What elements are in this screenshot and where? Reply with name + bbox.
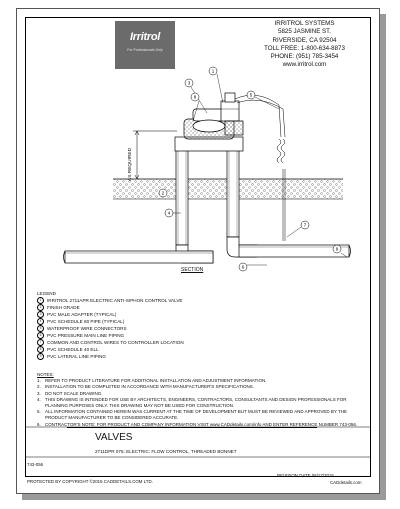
- caddetails-site: CADdetails.com: [330, 480, 362, 485]
- notes-title: NOTES:: [37, 372, 54, 377]
- vertical-dimension: [127, 131, 177, 181]
- callout-1-label: 1: [211, 68, 215, 74]
- note-text: ALL INFORMATION CONTAINED HEREIN WAS CURRENT AT THE TIME OF DEVELOPMENT BUT MUST BE REVIEWED AND APPROVED BY THE PRODUCT MANUFACTURER TO BE CONSIDERED ACCURATE.: [45, 409, 347, 421]
- control-wires: [235, 92, 285, 241]
- legend-item: [37, 332, 184, 339]
- callout-4: [165, 209, 173, 217]
- note-item: [37, 397, 362, 409]
- legend-item: [37, 304, 184, 311]
- callout-7: [301, 221, 309, 229]
- legend-number: 2: [37, 304, 44, 311]
- logo-tagline: For Professionals Only: [127, 48, 163, 52]
- note-text: CONTRACTOR'S NOTE: FOR PRODUCT AND COMPANY INFORMATION VISIT www.CADdetails.com/info AND ENTER REFERENCE NUMBER 743-056.: [45, 421, 358, 427]
- note-number: 3.: [37, 390, 41, 396]
- legend-text: IRRITROL 2711APR ELECTRIC ANTI-SIPHON CONTROL VALVE: [47, 298, 183, 303]
- note-text: REFER TO PRODUCT LITERATURE FOR ADDITIONAL INSTALLATION AND ADJUSTMENT INFORMATION.: [45, 378, 267, 384]
- company-toll-free: TOLL FREE: 1-800-634-8873: [264, 44, 345, 52]
- legend-number: 8: [37, 346, 44, 353]
- legend-text: PVC SCHEDULE 80 PIPE (TYPICAL): [47, 319, 125, 324]
- drawing-id: 743-056: [27, 462, 44, 467]
- company-street: 5825 JASMINE ST.: [278, 28, 331, 36]
- note-number: 1.: [37, 378, 41, 384]
- dimension-label: AS REQUIRED: [128, 147, 133, 181]
- legend-number: 1: [37, 297, 44, 304]
- note-number: 6.: [37, 421, 41, 427]
- legend-text: PVC SCHEDULE 40 ELL: [47, 347, 99, 352]
- callout-8: [191, 93, 199, 101]
- logo-brand: Irritrol: [130, 31, 160, 43]
- note-text: DO NOT SCALE DRAWING.: [45, 390, 103, 396]
- callout-6-label: 6: [241, 264, 245, 270]
- callout-2-label: 2: [161, 190, 165, 196]
- note-text: INSTALLATION TO BE COMPLETED IN ACCORDANCE WITH MANUFACTURER'S SPECIFICATIONS.: [45, 384, 254, 390]
- legend-number: 5: [37, 325, 44, 332]
- callout-3: [185, 79, 193, 87]
- callout-8-label: 8: [193, 94, 197, 100]
- legend-text: PVC LATERAL LINE PIPING: [47, 354, 106, 359]
- drawing-title: VALVES: [95, 432, 133, 443]
- legend-item: [37, 325, 184, 332]
- legend-item: [37, 339, 184, 346]
- callout-3-label: 3: [187, 80, 191, 86]
- legend-item: [37, 346, 184, 353]
- title-block: [67, 427, 317, 458]
- legend-item: [37, 311, 184, 318]
- section-label: SECTION: [181, 267, 204, 273]
- legend-number: 6: [37, 332, 44, 339]
- callout-leaders: [173, 74, 347, 265]
- legend-item: [37, 353, 184, 360]
- legend-number: 3: [37, 311, 44, 318]
- legend-text: COMMON AND CONTROL WIRES TO CONTROLLER LOCATION: [47, 340, 184, 345]
- drawing-sheet: [16, 8, 380, 494]
- company-city: RIVERSIDE, CA 92504: [272, 36, 337, 44]
- company-web: www.irritrol.com: [282, 61, 327, 69]
- legend: [37, 290, 184, 360]
- note-number: 4.: [37, 396, 41, 402]
- legend-title: LEGEND: [37, 291, 56, 296]
- legend-item: [37, 318, 184, 325]
- legend-text: PVC PRESSURE MAIN LINE PIPING: [47, 333, 125, 338]
- legend-number: 9: [37, 353, 44, 360]
- note-number: 2.: [37, 384, 41, 390]
- callout-5: [247, 91, 255, 99]
- company-phone: PHONE: (951) 785-3454: [270, 53, 339, 61]
- callout-2: [159, 189, 167, 197]
- callout-9: [333, 245, 341, 253]
- note-item: [37, 409, 362, 421]
- legend-text: WATERPROOF WIRE CONNECTORS: [47, 326, 127, 331]
- callout-5-label: 5: [249, 92, 253, 98]
- legend-text: PVC MALE ADAPTER (TYPICAL): [47, 312, 117, 317]
- copyright: PROTECTED BY COPYRIGHT ©2015 CADDETAILS.COM LTD.: [27, 479, 153, 484]
- main-line-pipe: [64, 245, 351, 263]
- right-riser: [227, 149, 257, 257]
- revision-date: REVISION DATE 06/17/2015: [277, 473, 334, 478]
- legend-number: 7: [37, 339, 44, 346]
- callout-7-label: 7: [303, 222, 307, 228]
- legend-item: [37, 297, 184, 304]
- drawing-subtitle: 2711DPR 075: ELECTRIC: FLOW CONTROL, THREADED BONNET: [95, 449, 237, 454]
- callout-1: [209, 67, 217, 75]
- note-number: 5.: [37, 409, 41, 415]
- callout-4-label: 4: [167, 210, 171, 216]
- callout-9-label: 9: [335, 246, 339, 252]
- company-name: IRRITROL SYSTEMS: [274, 20, 335, 27]
- valve-body: [175, 93, 243, 151]
- notes: [37, 372, 362, 428]
- legend-text: FINISH GRADE: [47, 305, 80, 310]
- note-text: THIS DRAWING IS INTENDED FOR USE BY ARCHITECTS, ENGINEERS, CONTRACTORS, CONSULTANTS AND DESIGN PROFESSIONALS FOR PLANNING PURPOSES ONLY. THIS DRAWING MAY NOT BE USED FOR CONSTRUCTION.: [45, 396, 347, 409]
- callout-6: [239, 263, 247, 271]
- left-riser: [176, 149, 213, 263]
- legend-number: 4: [37, 318, 44, 325]
